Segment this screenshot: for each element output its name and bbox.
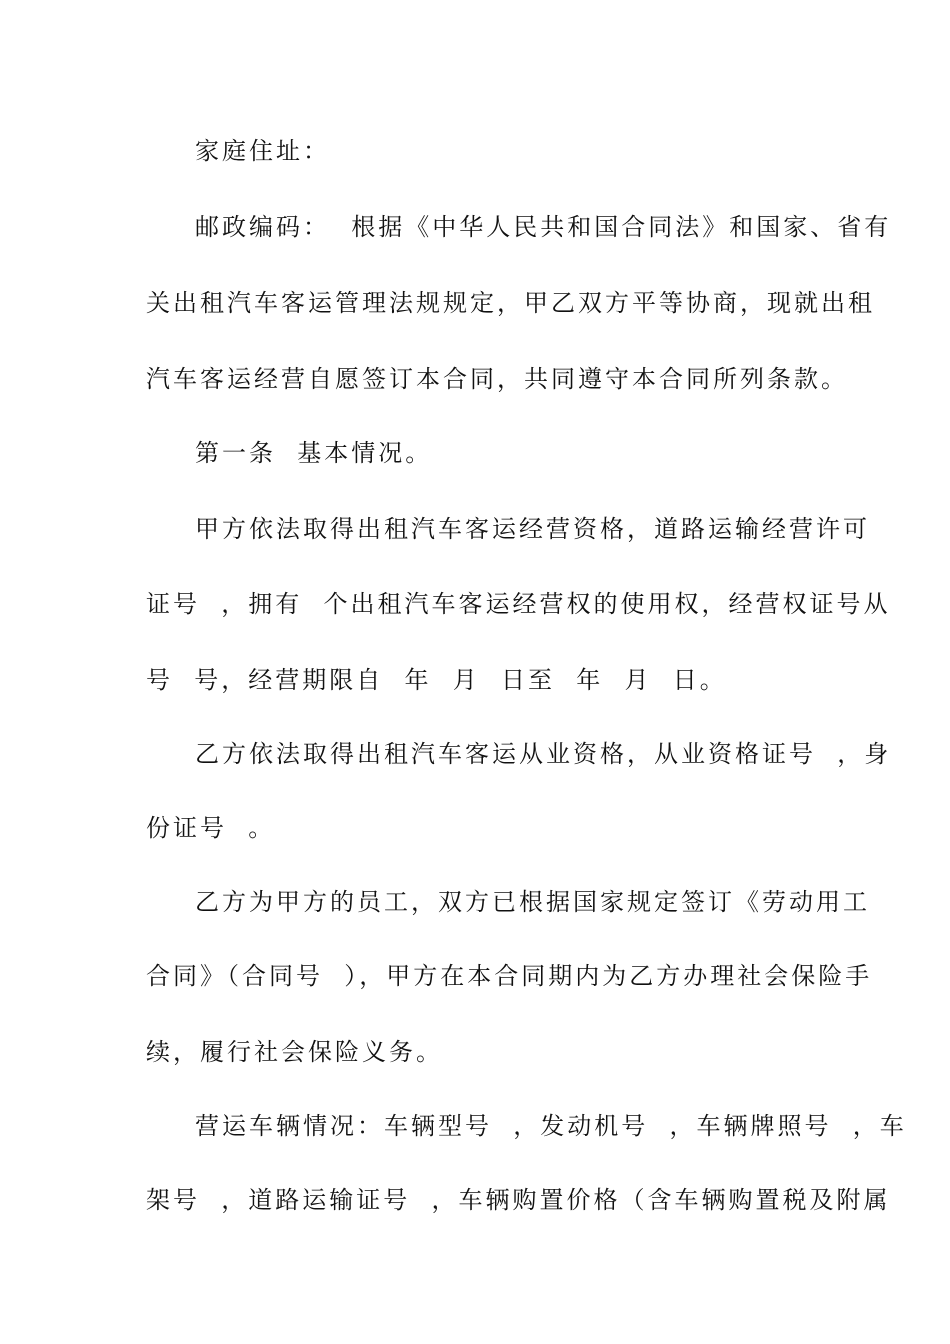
- text-line: 关出租汽车客运管理法规规定，甲乙双方平等协商，现就出租: [146, 289, 875, 317]
- text-line-home-address: 家庭住址：: [195, 137, 330, 165]
- text-line: 合同》（合同号 ），甲方在本合同期内为乙方办理社会保险手: [146, 962, 873, 990]
- section-heading-article-1: 第一条 基本情况。: [195, 439, 433, 467]
- text-line: 号 号，经营期限自 年 月 日至 年 月 日。: [146, 666, 727, 694]
- text-line-vehicle-info: 营运车辆情况：车辆型号 ，发动机号 ，车辆牌照号 ，车: [195, 1112, 907, 1140]
- text-line: 续，履行社会保险义务。: [146, 1038, 443, 1066]
- text-line: 汽车客运经营自愿签订本合同，共同遵守本合同所列条款。: [146, 365, 848, 393]
- text-line-postal-code: 邮政编码： 根据《中华人民共和国合同法》和国家、省有: [195, 213, 892, 241]
- text-line: 份证号 。: [146, 814, 276, 842]
- text-line: 架号 ，道路运输证号 ，车辆购置价格（含车辆购置税及附属: [146, 1186, 891, 1214]
- text-line: 甲方依法取得出租汽车客运经营资格，道路运输经营许可: [195, 515, 870, 543]
- text-line: 乙方依法取得出租汽车客运从业资格，从业资格证号 ，身: [195, 740, 892, 768]
- text-line: 证号 ，拥有 个出租汽车客运经营权的使用权，经营权证号从: [146, 590, 891, 618]
- text-line: 乙方为甲方的员工，双方已根据国家规定签订《劳动用工: [195, 888, 870, 916]
